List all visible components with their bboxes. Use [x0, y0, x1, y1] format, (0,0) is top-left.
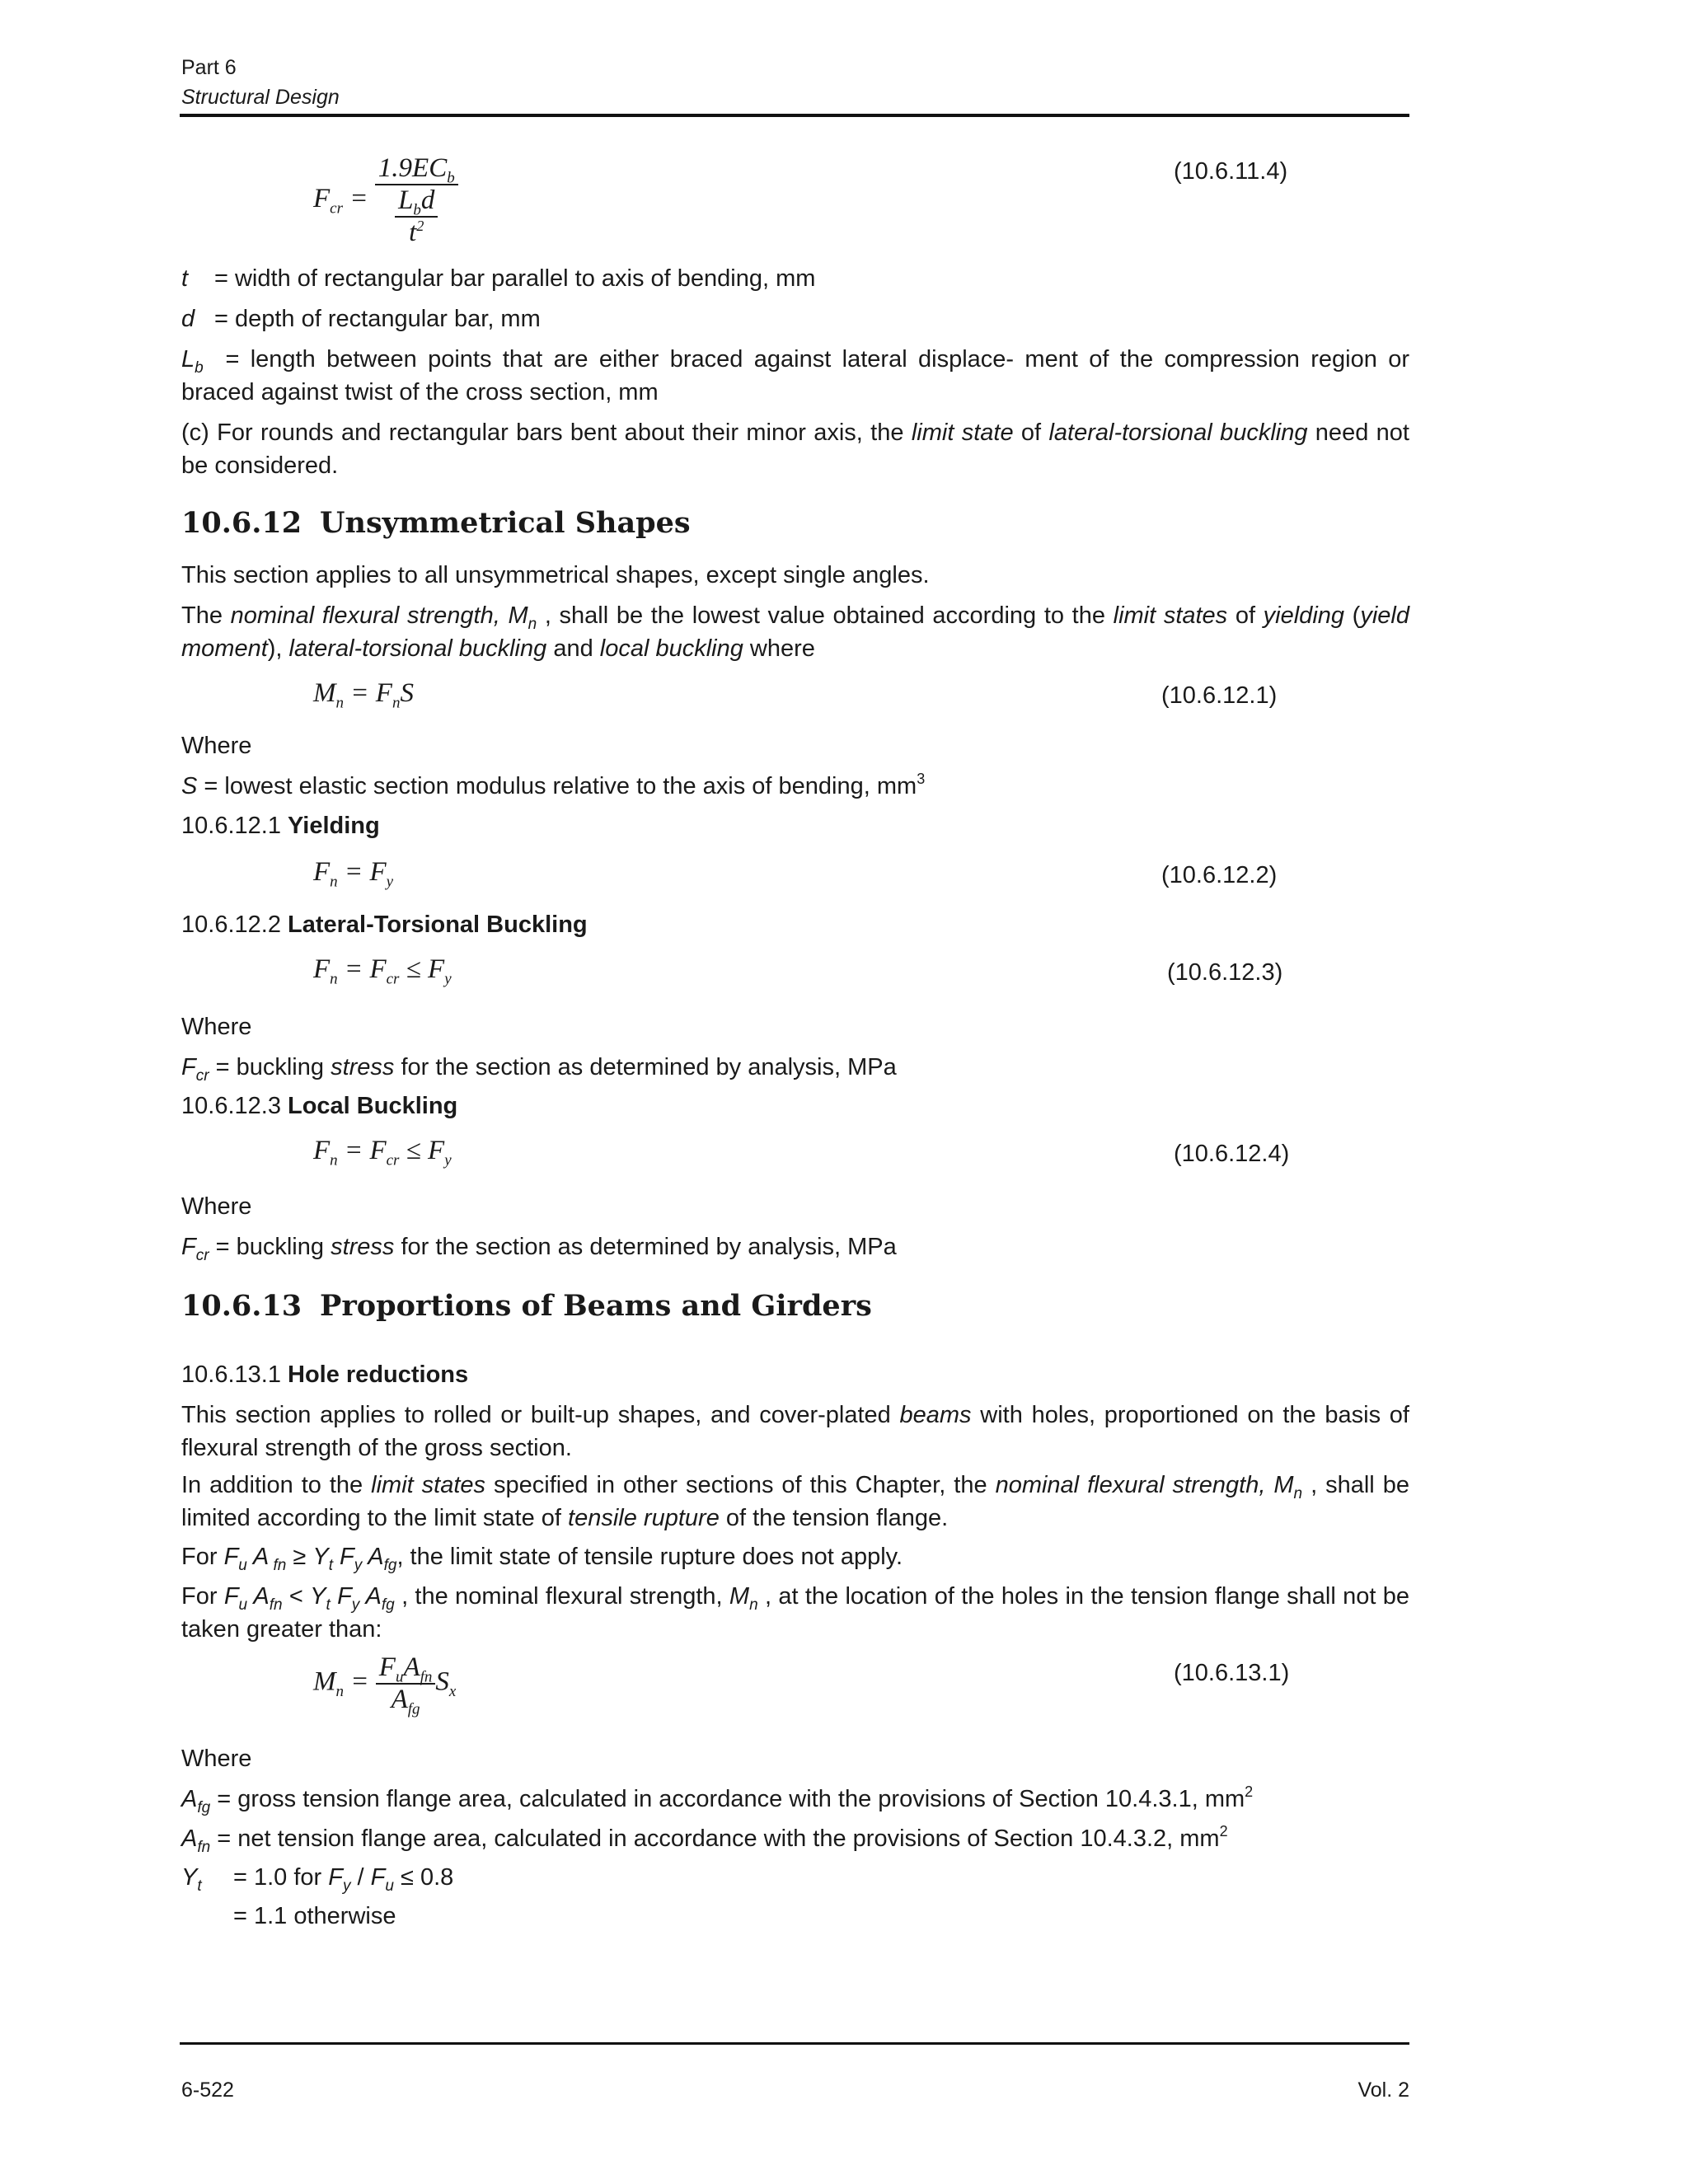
equation-number: (10.6.13.1) — [1174, 1660, 1290, 1686]
section-heading-10-6-12: 10.6.12 Unsymmetrical Shapes — [181, 506, 691, 540]
fraction: $\frac{1.9EC_b}{\frac{L_bd}{t^2}}$ — [375, 153, 458, 248]
equation-10-6-12-1: $M_n = F_nS$ — [313, 678, 414, 712]
volume-label: Vol. 2 — [1357, 2079, 1409, 2102]
equation-10-6-11-4: $F_{cr}$ = $\frac{1.9EC_b}{\frac{L_bd}{t^2}}$ — [313, 153, 458, 248]
equation-10-6-12-2: $F_n = F_y$ — [313, 857, 394, 891]
definition-s: S = lowest elastic section modulus relative to the axis of bending, $mm^3$ — [181, 771, 926, 799]
subsection-yielding: 10.6.12.1 Yielding — [181, 813, 380, 839]
paragraph: In addition to the limit states specified in other sections of this Chapter, the nominal flexural strength, $M_n$ , shall be limited according to the limit state of tensile rupture of the tension flange. — [181, 1472, 1409, 1531]
equation-10-6-12-3: $F_n = F_{cr} \le F_y$ — [313, 954, 452, 988]
definition-afg: $A_{fg}$ = gross tension flange area, calculated in accordance with the provisions of Section 10.4.3.1, $mm^2$ — [181, 1783, 1254, 1816]
header-rule — [180, 114, 1409, 117]
page-number: 6-522 — [181, 2079, 234, 2102]
definition-fcr: $F_{cr}$ = buckling stress for the section as determined by analysis, MPa — [181, 1054, 897, 1085]
definition-t: t = width of rectangular bar parallel to axis of bending, mm — [181, 265, 816, 292]
equation-10-6-13-1: $M_n$ = $\frac{F_uA_{fn}}{A_{fg}}$ $S_x$ — [313, 1652, 457, 1718]
where-label: Where — [181, 1193, 252, 1220]
where-label: Where — [181, 733, 252, 759]
paragraph: For $F_u$ $A_{fn} < Y_t$ $F_y$ $A_{fg}$ , the nominal flexural strength, $M_n$ , at the location of the holes in the tension flange shall not be taken greater than: — [181, 1583, 1409, 1643]
subsection-local-buckling: 10.6.12.3 Local Buckling — [181, 1093, 458, 1119]
equation-number: (10.6.12.1) — [1161, 682, 1278, 709]
subsection-hole-reductions: 10.6.13.1 Hole reductions — [181, 1361, 469, 1388]
where-label: Where — [181, 1014, 252, 1040]
paragraph-c: (c) For rounds and rectangular bars bent about their minor axis, the limit state of lateral-torsional buckling need not be considered. — [181, 419, 1409, 479]
equation-number: (10.6.12.3) — [1167, 959, 1283, 986]
definition-d: d = depth of rectangular bar, mm — [181, 306, 541, 332]
equation-number: (10.6.12.4) — [1174, 1141, 1290, 1167]
header-subtitle: Structural Design — [181, 86, 340, 109]
paragraph: This section applies to all unsymmetrical shapes, except single angles. — [181, 562, 930, 588]
where-label: Where — [181, 1746, 252, 1772]
subsection-ltb: 10.6.12.2 Lateral-Torsional Buckling — [181, 912, 588, 938]
definition-fcr: $F_{cr}$ = buckling stress for the section as determined by analysis, MPa — [181, 1234, 897, 1264]
equation-number: (10.6.12.2) — [1161, 862, 1278, 888]
paragraph: For $F_u$ A $_{fn} \ge Y_t$ $F_y$ $A_{fg}$, the limit state of tensile rupture does not apply. — [181, 1544, 903, 1574]
definition-afn: $A_{fn}$ = net tension flange area, calculated in accordance with the provisions of Section 10.4.3.2, $mm^2$ — [181, 1823, 1228, 1856]
paragraph: The nominal flexural strength, $M_n$ , shall be the lowest value obtained according to the limit states of yielding (yield moment), lateral-torsional buckling and local buckling where — [181, 602, 1409, 662]
equation-number: (10.6.11.4) — [1174, 158, 1288, 185]
section-heading-10-6-13: 10.6.13 Proportions of Beams and Girders — [181, 1289, 872, 1323]
fraction: $\frac{F_uA_{fn}}{A_{fg}}$ — [376, 1652, 436, 1715]
footer-rule — [180, 2042, 1409, 2045]
definition-yt: $Y_t = 1.0$ for $F_y / F_u \le 0.8$ — [181, 1864, 454, 1895]
header-part: Part 6 — [181, 56, 237, 79]
equation-10-6-12-4: $F_n = F_{cr} \le F_y$ — [313, 1136, 452, 1169]
paragraph: This section applies to rolled or built-up shapes, and cover-plated beams with holes, proportioned on the basis of flexural strength of the gross section. — [181, 1402, 1409, 1461]
definition-yt-otherwise: = 1.1 otherwise — [233, 1903, 396, 1929]
definition-lb: $L_b$ = length between points that are either braced against lateral displace- ment of the compression region or braced against twist of the cross section, mm — [181, 346, 1409, 405]
